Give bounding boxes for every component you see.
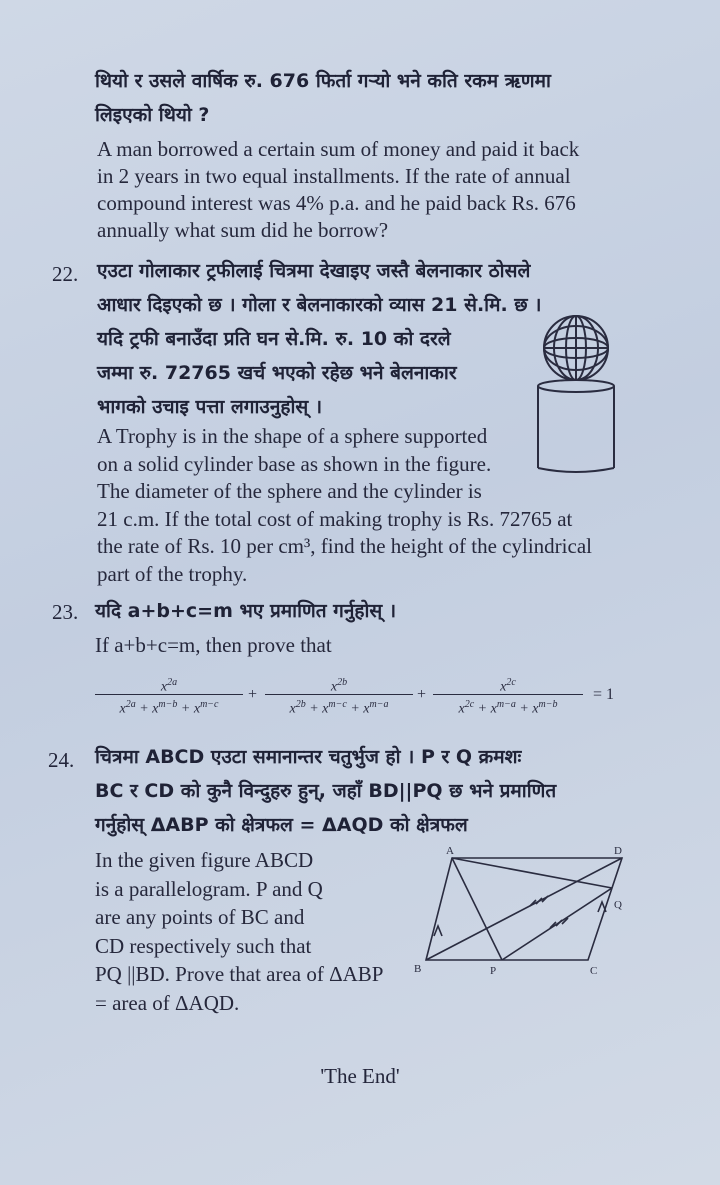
q24-english-line-2: is a parallelogram. P and Q bbox=[95, 876, 323, 901]
q22-english-line-4: 21 c.m. If the total cost of making trophy is Rs. 72765 at bbox=[97, 506, 573, 531]
fraction-1-numerator: $x^{2a}$ bbox=[160, 677, 178, 695]
q21-english bbox=[97, 136, 697, 244]
q22-nepali-line-1: एउटा गोलाकार ट्रफीलाई चित्रमा देखाइए जस्तै बेलनाकार ठोसले bbox=[97, 260, 531, 282]
q24-english-line-4: CD respectively such that bbox=[95, 933, 312, 958]
q23-equation bbox=[95, 672, 685, 722]
line-aq bbox=[452, 858, 612, 888]
footer-the-end: 'The End' bbox=[320, 1064, 400, 1088]
q22-english-line-3: The diameter of the sphere and the cylinder is bbox=[97, 479, 482, 503]
q24-nepali-line-2: BC र CD को कुनै विन्दुहरु हुन्, जहाँ BD||PQ छ भने प्रमाणित bbox=[95, 780, 557, 802]
label-a: A bbox=[446, 845, 454, 857]
q22-english bbox=[97, 423, 717, 588]
q24-number: 24. bbox=[48, 748, 75, 772]
label-c: C bbox=[590, 965, 598, 977]
q24-english-line-1: In the given figure ABCD bbox=[95, 848, 314, 872]
line-ap bbox=[452, 858, 502, 960]
q22-english-line-5: the rate of Rs. 10 per cm³, find the height of the cylindrical bbox=[97, 534, 592, 558]
q21-english-line-2: in 2 years in two equal installments. If the rate of annual bbox=[97, 164, 571, 188]
q22-english-line-2: on a solid cylinder base as shown in the figure. bbox=[97, 451, 492, 476]
q21-nepali-line-1: थियो र उसले वार्षिक रु. 676 फिर्ता गर्‍यो भने कति रकम ऋणमा bbox=[95, 70, 551, 92]
plus-2: + bbox=[417, 686, 427, 703]
q22-nepali-line-4: जम्मा रु. 72765 खर्च भएको रहेछ भने बेलनाकार bbox=[97, 362, 457, 384]
fraction-1-denominator: $x^{2a} + x^{m-b} + x^{m-c}$ bbox=[119, 699, 219, 717]
q21-nepali-line-2: लिइएको थियो ? bbox=[95, 104, 210, 126]
q24-nepali-line-1: चित्रमा ABCD एउटा समानान्तर चतुर्भुज हो । P र Q क्रमशः bbox=[95, 746, 522, 768]
q22-nepali-line-3: यदि ट्रफी बनाउँदा प्रति घन से.मि. रु. 10 को दरले bbox=[97, 328, 451, 350]
fraction-2 bbox=[265, 672, 413, 720]
fraction-3-numerator: $x^{2c}$ bbox=[500, 677, 516, 695]
fraction-3 bbox=[433, 672, 583, 720]
side-arrow-ab bbox=[434, 926, 442, 936]
parallelogram-figure bbox=[412, 842, 644, 980]
q24-english-line-3: are any points of BC and bbox=[95, 905, 305, 929]
q22-number: 22. bbox=[52, 262, 79, 286]
q22-english-line-6: part of the trophy. bbox=[97, 561, 248, 586]
q22-nepali-line-5: भागको उचाइ पत्ता लगाउनुहोस् । bbox=[97, 396, 323, 418]
q22-english-line-1: A Trophy is in the shape of a sphere supported bbox=[97, 424, 488, 448]
side-arrow-cd bbox=[598, 902, 606, 912]
q24-english-line-6: = area of ΔAQD. bbox=[95, 990, 240, 1015]
q24-english bbox=[95, 846, 425, 1017]
fraction-2-denominator: $x^{2b} + x^{m-c} + x^{m-a}$ bbox=[289, 699, 389, 717]
q21-english-line-4: annually what sum did he borrow? bbox=[97, 218, 389, 242]
cylinder-top bbox=[538, 380, 614, 392]
q21-nepali bbox=[95, 64, 695, 132]
label-d: D bbox=[614, 845, 622, 857]
q24-english-line-5: PQ ||BD. Prove that area of ΔABP bbox=[95, 962, 384, 986]
q23-english: If a+b+c=m, then prove that bbox=[95, 633, 332, 657]
label-b: B bbox=[414, 963, 422, 975]
q24-nepali-line-3: गर्नुहोस् ΔABP को क्षेत्रफल = ΔAQD को क्षेत्रफल bbox=[95, 814, 468, 836]
q21-english-line-1: A man borrowed a certain sum of money and paid it back bbox=[97, 137, 580, 161]
q23-nepali: यदि a+b+c=m भए प्रमाणित गर्नुहोस् । bbox=[95, 600, 397, 622]
q24-nepali bbox=[95, 740, 715, 842]
q23-number: 23. bbox=[52, 600, 79, 624]
plus-1: + bbox=[248, 686, 258, 703]
label-p: P bbox=[490, 965, 497, 977]
fraction-3-denominator: $x^{2c} + x^{m-a} + x^{m-b}$ bbox=[458, 699, 558, 717]
label-q: Q bbox=[614, 899, 622, 911]
q22-nepali-line-2: आधार दिइएको छ । गोला र बेलनाकारको व्यास 21 से.मि. छ । bbox=[97, 294, 542, 316]
fraction-1 bbox=[95, 672, 243, 720]
q21-english-line-3: compound interest was 4% p.a. and he paid back Rs. 676 bbox=[97, 191, 576, 215]
equals-one: = 1 bbox=[593, 686, 615, 703]
fraction-2-numerator: $x^{2b}$ bbox=[330, 677, 348, 695]
